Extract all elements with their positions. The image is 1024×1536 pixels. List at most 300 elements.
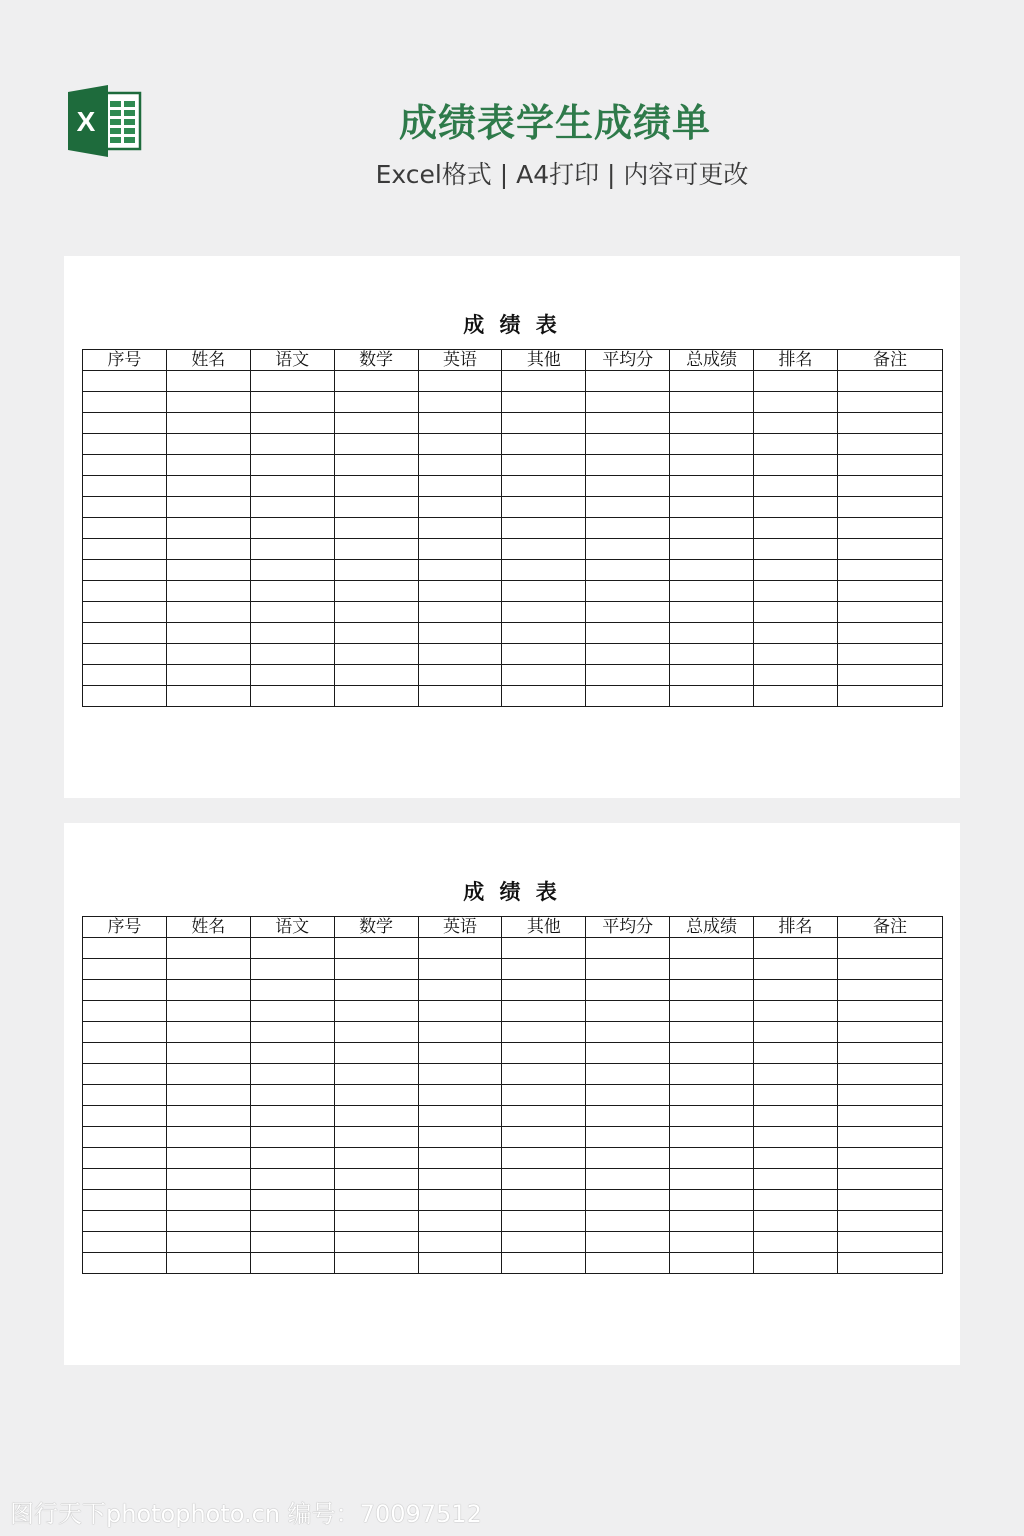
table-cell[interactable]	[83, 371, 167, 392]
table-cell[interactable]	[754, 1148, 838, 1169]
table-cell[interactable]	[250, 602, 334, 623]
table-cell[interactable]	[83, 413, 167, 434]
table-cell[interactable]	[586, 581, 670, 602]
table-cell[interactable]	[502, 1148, 586, 1169]
table-cell[interactable]	[502, 1064, 586, 1085]
table-cell[interactable]	[754, 623, 838, 644]
table-cell[interactable]	[838, 1064, 943, 1085]
table-cell[interactable]	[83, 1022, 167, 1043]
table-cell[interactable]	[670, 413, 754, 434]
table-cell[interactable]	[166, 980, 250, 1001]
table-cell[interactable]	[502, 1001, 586, 1022]
table-cell[interactable]	[586, 602, 670, 623]
table-cell[interactable]	[418, 371, 502, 392]
table-cell[interactable]	[250, 392, 334, 413]
table-cell[interactable]	[250, 560, 334, 581]
table-cell[interactable]	[166, 1001, 250, 1022]
table-cell[interactable]	[754, 686, 838, 707]
table-cell[interactable]	[250, 980, 334, 1001]
table-cell[interactable]	[838, 1211, 943, 1232]
table-cell[interactable]	[83, 1106, 167, 1127]
table-cell[interactable]	[166, 581, 250, 602]
table-cell[interactable]	[334, 665, 418, 686]
table-cell[interactable]	[670, 518, 754, 539]
table-cell[interactable]	[334, 539, 418, 560]
table-cell[interactable]	[166, 1253, 250, 1274]
table-cell[interactable]	[670, 434, 754, 455]
table-cell[interactable]	[418, 1043, 502, 1064]
table-cell[interactable]	[418, 1127, 502, 1148]
table-cell[interactable]	[502, 1022, 586, 1043]
table-cell[interactable]	[166, 1232, 250, 1253]
table-cell[interactable]	[418, 602, 502, 623]
table-cell[interactable]	[670, 539, 754, 560]
table-cell[interactable]	[250, 1127, 334, 1148]
table-cell[interactable]	[334, 959, 418, 980]
table-cell[interactable]	[334, 1232, 418, 1253]
table-cell[interactable]	[670, 455, 754, 476]
table-cell[interactable]	[838, 1253, 943, 1274]
table-cell[interactable]	[334, 371, 418, 392]
table-cell[interactable]	[418, 1148, 502, 1169]
table-cell[interactable]	[418, 1085, 502, 1106]
table-cell[interactable]	[250, 1211, 334, 1232]
table-cell[interactable]	[838, 581, 943, 602]
table-cell[interactable]	[166, 1211, 250, 1232]
table-cell[interactable]	[754, 434, 838, 455]
table-cell[interactable]	[83, 1127, 167, 1148]
table-cell[interactable]	[250, 1022, 334, 1043]
table-cell[interactable]	[754, 1127, 838, 1148]
table-cell[interactable]	[754, 938, 838, 959]
table-cell[interactable]	[502, 602, 586, 623]
table-cell[interactable]	[166, 560, 250, 581]
table-cell[interactable]	[83, 539, 167, 560]
table-cell[interactable]	[754, 539, 838, 560]
table-cell[interactable]	[83, 959, 167, 980]
table-cell[interactable]	[502, 371, 586, 392]
table-cell[interactable]	[166, 602, 250, 623]
table-cell[interactable]	[586, 455, 670, 476]
table-cell[interactable]	[83, 1211, 167, 1232]
table-cell[interactable]	[83, 1253, 167, 1274]
table-cell[interactable]	[166, 686, 250, 707]
table-cell[interactable]	[670, 938, 754, 959]
table-cell[interactable]	[334, 434, 418, 455]
table-cell[interactable]	[250, 1169, 334, 1190]
table-cell[interactable]	[83, 434, 167, 455]
table-cell[interactable]	[418, 1253, 502, 1274]
table-cell[interactable]	[586, 980, 670, 1001]
table-cell[interactable]	[418, 959, 502, 980]
table-cell[interactable]	[838, 1022, 943, 1043]
table-cell[interactable]	[754, 1022, 838, 1043]
table-cell[interactable]	[166, 413, 250, 434]
table-cell[interactable]	[418, 518, 502, 539]
table-cell[interactable]	[670, 392, 754, 413]
table-cell[interactable]	[838, 476, 943, 497]
table-cell[interactable]	[334, 686, 418, 707]
table-cell[interactable]	[166, 434, 250, 455]
table-cell[interactable]	[670, 1211, 754, 1232]
table-cell[interactable]	[166, 938, 250, 959]
table-cell[interactable]	[586, 1022, 670, 1043]
table-cell[interactable]	[166, 644, 250, 665]
table-cell[interactable]	[334, 1253, 418, 1274]
table-cell[interactable]	[754, 1106, 838, 1127]
table-cell[interactable]	[166, 518, 250, 539]
table-cell[interactable]	[250, 581, 334, 602]
table-cell[interactable]	[586, 1043, 670, 1064]
table-cell[interactable]	[250, 1001, 334, 1022]
table-cell[interactable]	[502, 392, 586, 413]
table-cell[interactable]	[754, 371, 838, 392]
table-cell[interactable]	[418, 644, 502, 665]
table-cell[interactable]	[250, 413, 334, 434]
table-cell[interactable]	[502, 434, 586, 455]
table-cell[interactable]	[334, 476, 418, 497]
table-cell[interactable]	[754, 665, 838, 686]
table-cell[interactable]	[250, 623, 334, 644]
table-cell[interactable]	[418, 581, 502, 602]
table-cell[interactable]	[586, 1148, 670, 1169]
table-cell[interactable]	[754, 581, 838, 602]
table-cell[interactable]	[586, 1232, 670, 1253]
table-cell[interactable]	[670, 1022, 754, 1043]
table-cell[interactable]	[502, 476, 586, 497]
table-cell[interactable]	[670, 1253, 754, 1274]
table-cell[interactable]	[670, 1190, 754, 1211]
table-cell[interactable]	[418, 1190, 502, 1211]
table-cell[interactable]	[334, 1022, 418, 1043]
table-cell[interactable]	[670, 602, 754, 623]
table-cell[interactable]	[334, 413, 418, 434]
table-cell[interactable]	[418, 392, 502, 413]
table-cell[interactable]	[838, 1001, 943, 1022]
table-cell[interactable]	[838, 1232, 943, 1253]
table-cell[interactable]	[502, 539, 586, 560]
table-cell[interactable]	[83, 1085, 167, 1106]
table-cell[interactable]	[754, 1169, 838, 1190]
table-cell[interactable]	[418, 539, 502, 560]
table-cell[interactable]	[502, 1085, 586, 1106]
table-cell[interactable]	[334, 1169, 418, 1190]
table-cell[interactable]	[250, 1106, 334, 1127]
table-cell[interactable]	[670, 1064, 754, 1085]
table-cell[interactable]	[502, 644, 586, 665]
table-cell[interactable]	[418, 1169, 502, 1190]
table-cell[interactable]	[502, 1232, 586, 1253]
table-cell[interactable]	[418, 1064, 502, 1085]
table-cell[interactable]	[586, 1085, 670, 1106]
table-cell[interactable]	[166, 371, 250, 392]
table-cell[interactable]	[586, 1064, 670, 1085]
table-cell[interactable]	[670, 1127, 754, 1148]
table-cell[interactable]	[166, 1085, 250, 1106]
table-cell[interactable]	[250, 371, 334, 392]
table-cell[interactable]	[502, 413, 586, 434]
table-cell[interactable]	[334, 392, 418, 413]
table-cell[interactable]	[670, 497, 754, 518]
table-cell[interactable]	[83, 686, 167, 707]
table-cell[interactable]	[418, 497, 502, 518]
table-cell[interactable]	[586, 1169, 670, 1190]
table-cell[interactable]	[334, 1127, 418, 1148]
table-cell[interactable]	[166, 623, 250, 644]
table-cell[interactable]	[334, 602, 418, 623]
table-cell[interactable]	[754, 1211, 838, 1232]
table-cell[interactable]	[418, 413, 502, 434]
table-cell[interactable]	[83, 476, 167, 497]
table-cell[interactable]	[250, 518, 334, 539]
table-cell[interactable]	[83, 938, 167, 959]
table-cell[interactable]	[418, 1022, 502, 1043]
table-cell[interactable]	[754, 1043, 838, 1064]
table-cell[interactable]	[754, 980, 838, 1001]
table-cell[interactable]	[586, 413, 670, 434]
table-cell[interactable]	[754, 1190, 838, 1211]
table-cell[interactable]	[838, 1190, 943, 1211]
table-cell[interactable]	[502, 1253, 586, 1274]
table-cell[interactable]	[586, 497, 670, 518]
table-cell[interactable]	[586, 518, 670, 539]
table-cell[interactable]	[418, 434, 502, 455]
table-cell[interactable]	[670, 686, 754, 707]
table-cell[interactable]	[250, 1043, 334, 1064]
table-cell[interactable]	[83, 518, 167, 539]
table-cell[interactable]	[418, 686, 502, 707]
table-cell[interactable]	[838, 1085, 943, 1106]
table-cell[interactable]	[166, 1043, 250, 1064]
table-cell[interactable]	[250, 938, 334, 959]
table-cell[interactable]	[586, 1253, 670, 1274]
table-cell[interactable]	[670, 644, 754, 665]
table-cell[interactable]	[838, 644, 943, 665]
table-cell[interactable]	[83, 497, 167, 518]
table-cell[interactable]	[418, 560, 502, 581]
table-cell[interactable]	[83, 1148, 167, 1169]
table-cell[interactable]	[586, 1001, 670, 1022]
table-cell[interactable]	[670, 623, 754, 644]
table-cell[interactable]	[166, 1064, 250, 1085]
table-cell[interactable]	[166, 476, 250, 497]
table-cell[interactable]	[838, 602, 943, 623]
table-cell[interactable]	[334, 1085, 418, 1106]
table-cell[interactable]	[754, 560, 838, 581]
table-cell[interactable]	[670, 1106, 754, 1127]
table-cell[interactable]	[838, 371, 943, 392]
table-cell[interactable]	[166, 392, 250, 413]
table-cell[interactable]	[250, 1085, 334, 1106]
table-cell[interactable]	[838, 434, 943, 455]
table-cell[interactable]	[670, 1085, 754, 1106]
table-cell[interactable]	[754, 602, 838, 623]
table-cell[interactable]	[418, 476, 502, 497]
table-cell[interactable]	[586, 371, 670, 392]
table-cell[interactable]	[838, 1106, 943, 1127]
table-cell[interactable]	[754, 1085, 838, 1106]
table-cell[interactable]	[83, 455, 167, 476]
table-cell[interactable]	[502, 623, 586, 644]
table-cell[interactable]	[502, 938, 586, 959]
table-cell[interactable]	[754, 1232, 838, 1253]
table-cell[interactable]	[838, 455, 943, 476]
table-cell[interactable]	[250, 665, 334, 686]
table-cell[interactable]	[166, 1127, 250, 1148]
table-cell[interactable]	[586, 539, 670, 560]
table-cell[interactable]	[502, 1106, 586, 1127]
table-cell[interactable]	[83, 392, 167, 413]
table-cell[interactable]	[502, 1190, 586, 1211]
table-cell[interactable]	[418, 980, 502, 1001]
table-cell[interactable]	[754, 644, 838, 665]
table-cell[interactable]	[83, 665, 167, 686]
table-cell[interactable]	[166, 665, 250, 686]
table-cell[interactable]	[418, 1001, 502, 1022]
table-cell[interactable]	[838, 1043, 943, 1064]
table-cell[interactable]	[754, 518, 838, 539]
table-cell[interactable]	[754, 476, 838, 497]
table-cell[interactable]	[166, 1148, 250, 1169]
table-cell[interactable]	[586, 665, 670, 686]
table-cell[interactable]	[838, 497, 943, 518]
table-cell[interactable]	[334, 1106, 418, 1127]
table-cell[interactable]	[670, 665, 754, 686]
table-cell[interactable]	[502, 1127, 586, 1148]
table-cell[interactable]	[502, 560, 586, 581]
table-cell[interactable]	[586, 1190, 670, 1211]
table-cell[interactable]	[83, 560, 167, 581]
table-cell[interactable]	[586, 938, 670, 959]
table-cell[interactable]	[754, 392, 838, 413]
table-cell[interactable]	[83, 1190, 167, 1211]
table-cell[interactable]	[166, 497, 250, 518]
table-cell[interactable]	[502, 959, 586, 980]
table-cell[interactable]	[670, 980, 754, 1001]
table-cell[interactable]	[670, 476, 754, 497]
table-cell[interactable]	[670, 1043, 754, 1064]
table-cell[interactable]	[502, 581, 586, 602]
table-cell[interactable]	[83, 602, 167, 623]
table-cell[interactable]	[754, 959, 838, 980]
table-cell[interactable]	[586, 434, 670, 455]
table-cell[interactable]	[754, 1064, 838, 1085]
table-cell[interactable]	[838, 686, 943, 707]
table-cell[interactable]	[838, 1127, 943, 1148]
table-cell[interactable]	[83, 581, 167, 602]
table-cell[interactable]	[670, 1148, 754, 1169]
table-cell[interactable]	[670, 1232, 754, 1253]
table-cell[interactable]	[838, 1169, 943, 1190]
table-cell[interactable]	[250, 455, 334, 476]
table-cell[interactable]	[334, 623, 418, 644]
table-cell[interactable]	[670, 371, 754, 392]
table-cell[interactable]	[334, 1148, 418, 1169]
table-cell[interactable]	[334, 1064, 418, 1085]
table-cell[interactable]	[586, 1106, 670, 1127]
table-cell[interactable]	[250, 959, 334, 980]
table-cell[interactable]	[250, 434, 334, 455]
table-cell[interactable]	[166, 1169, 250, 1190]
table-cell[interactable]	[334, 1043, 418, 1064]
table-cell[interactable]	[754, 455, 838, 476]
table-cell[interactable]	[754, 413, 838, 434]
table-cell[interactable]	[250, 1064, 334, 1085]
table-cell[interactable]	[838, 1148, 943, 1169]
table-cell[interactable]	[838, 980, 943, 1001]
table-cell[interactable]	[754, 1001, 838, 1022]
table-cell[interactable]	[502, 455, 586, 476]
table-cell[interactable]	[250, 476, 334, 497]
table-cell[interactable]	[586, 1127, 670, 1148]
table-cell[interactable]	[83, 623, 167, 644]
table-cell[interactable]	[334, 938, 418, 959]
table-cell[interactable]	[838, 392, 943, 413]
table-cell[interactable]	[166, 1022, 250, 1043]
table-cell[interactable]	[502, 686, 586, 707]
table-cell[interactable]	[166, 455, 250, 476]
table-cell[interactable]	[670, 959, 754, 980]
table-cell[interactable]	[670, 560, 754, 581]
table-cell[interactable]	[586, 623, 670, 644]
table-cell[interactable]	[250, 1148, 334, 1169]
table-cell[interactable]	[334, 518, 418, 539]
table-cell[interactable]	[586, 959, 670, 980]
table-cell[interactable]	[334, 980, 418, 1001]
table-cell[interactable]	[250, 1253, 334, 1274]
table-cell[interactable]	[586, 392, 670, 413]
table-cell[interactable]	[418, 1106, 502, 1127]
table-cell[interactable]	[83, 1169, 167, 1190]
table-cell[interactable]	[670, 1169, 754, 1190]
table-cell[interactable]	[83, 1232, 167, 1253]
table-cell[interactable]	[334, 644, 418, 665]
table-cell[interactable]	[166, 959, 250, 980]
table-cell[interactable]	[418, 1211, 502, 1232]
table-cell[interactable]	[586, 644, 670, 665]
table-cell[interactable]	[502, 1211, 586, 1232]
table-cell[interactable]	[334, 455, 418, 476]
table-cell[interactable]	[250, 1232, 334, 1253]
table-cell[interactable]	[83, 980, 167, 1001]
table-cell[interactable]	[166, 539, 250, 560]
table-cell[interactable]	[250, 1190, 334, 1211]
table-cell[interactable]	[838, 938, 943, 959]
table-cell[interactable]	[250, 497, 334, 518]
table-cell[interactable]	[670, 1001, 754, 1022]
table-cell[interactable]	[334, 1190, 418, 1211]
table-cell[interactable]	[502, 1043, 586, 1064]
table-cell[interactable]	[754, 497, 838, 518]
table-cell[interactable]	[250, 644, 334, 665]
table-cell[interactable]	[418, 455, 502, 476]
table-cell[interactable]	[838, 560, 943, 581]
table-cell[interactable]	[586, 686, 670, 707]
table-cell[interactable]	[250, 539, 334, 560]
table-cell[interactable]	[670, 581, 754, 602]
table-cell[interactable]	[502, 665, 586, 686]
table-cell[interactable]	[502, 980, 586, 1001]
table-cell[interactable]	[502, 497, 586, 518]
table-cell[interactable]	[838, 518, 943, 539]
table-cell[interactable]	[166, 1106, 250, 1127]
table-cell[interactable]	[838, 623, 943, 644]
table-cell[interactable]	[586, 476, 670, 497]
table-cell[interactable]	[838, 665, 943, 686]
table-cell[interactable]	[838, 539, 943, 560]
table-cell[interactable]	[418, 1232, 502, 1253]
table-cell[interactable]	[334, 581, 418, 602]
